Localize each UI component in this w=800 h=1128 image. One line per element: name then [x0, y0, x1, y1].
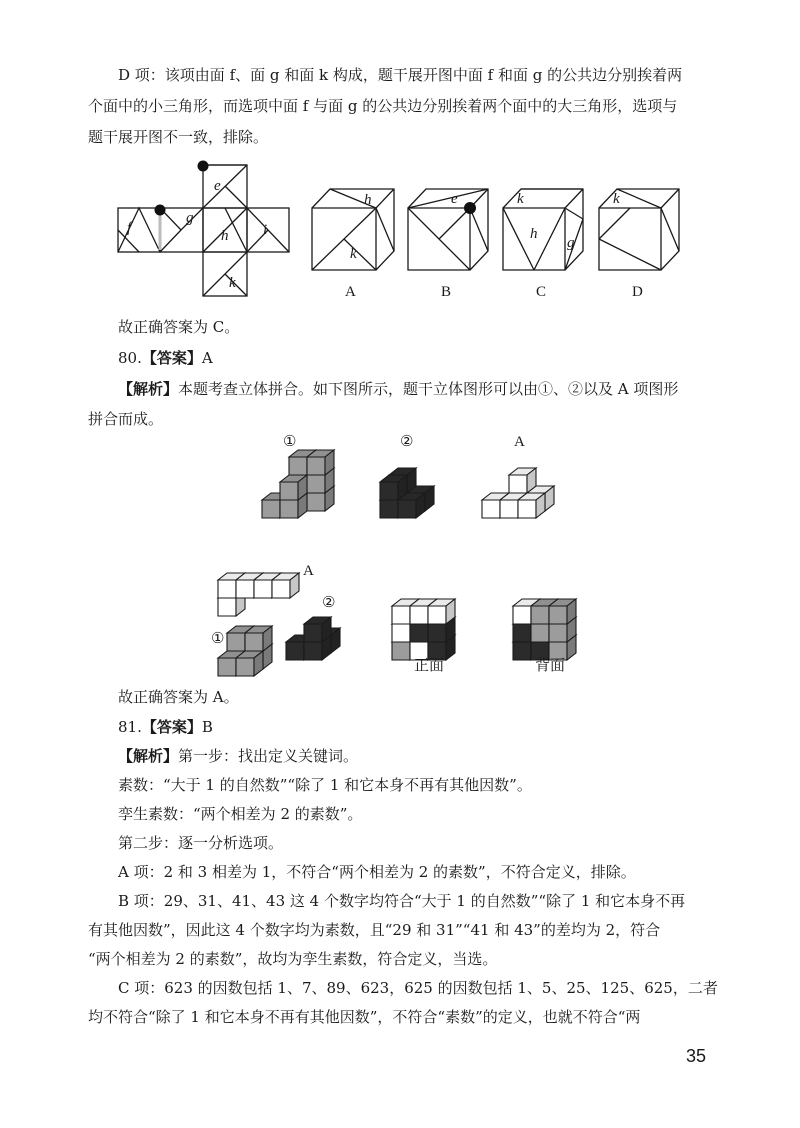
- option-d-line-1: D 项：该项由面 f、面 g 和面 k 构成，题干展开图中面 f 和面 g 的公共边分别挨着两: [118, 66, 683, 84]
- q80-analysis-line-2: 拼合而成。: [88, 410, 164, 428]
- cube-assembly-figure: [0, 420, 800, 690]
- cube-a-label-h: h: [364, 192, 372, 208]
- q81-twin-definition: 孪生素数：“两个相差为 2 的素数”。: [118, 805, 363, 823]
- exploded-two-label: ②: [322, 595, 336, 611]
- q80-conclusion: 故正确答案为 A。: [118, 688, 239, 706]
- piece-one-cube-3-front: [307, 457, 325, 475]
- piece-a-label: A: [514, 434, 525, 450]
- back-view-cube-3-front: [513, 624, 531, 642]
- cube-option-d: [599, 189, 679, 270]
- back-view-label: 背面: [535, 658, 566, 674]
- net-label-e: e: [214, 178, 221, 194]
- q81-step1: 第一步：找出定义关键词。: [178, 747, 359, 765]
- piece-a-cube-3-front: [500, 500, 518, 518]
- front-view-cube-0-front: [392, 642, 410, 660]
- q81-answer: B: [201, 718, 213, 736]
- piece-a-cube-1-front: [509, 475, 527, 493]
- marker-dot: [155, 205, 166, 216]
- page-number: 35: [686, 1046, 707, 1066]
- exploded-one-cube-2-front: [245, 633, 263, 651]
- piece-two-cube-4-front: [380, 482, 398, 500]
- piece-a-cube-2-front: [482, 500, 500, 518]
- piece-one-cube-1-front: [307, 475, 325, 493]
- option-label-d: D: [632, 284, 643, 300]
- exploded-one-label: ①: [211, 631, 225, 647]
- piece-two-cube-3-front: [398, 500, 416, 518]
- q80-analysis-text: 本题考查立体拼合。如下图所示，题干立体图形可以由①、②以及 A 项图形: [178, 380, 679, 398]
- q81-option-c-line-2: 均不符合“除了 1 和它本身不再有其他因数”，不符合“素数”的定义，也就不符合“两: [88, 1008, 641, 1026]
- piece-one-cube-4-front: [262, 500, 280, 518]
- exploded-two-cube-1-front: [286, 642, 304, 660]
- cube-c-label-h: h: [530, 226, 538, 242]
- piece-one-cube-5-front: [280, 500, 298, 518]
- exploded-two-cube-3-front: [304, 624, 322, 642]
- q81-option-b-line-2: 有其他因数”，因此这 4 个数字均为素数，且“29 和 31”“41 和 43”的差均为 2，符合: [88, 921, 661, 939]
- front-view-cube-4-front: [410, 624, 428, 642]
- exploded-one-cube-3-front: [218, 658, 236, 676]
- q81-option-b-line-3: “两个相差为 2 的素数”，故均为孪生素数，符合定义，当选。: [88, 950, 498, 968]
- q80-answer-line: [118, 345, 213, 372]
- option-label-c: C: [536, 284, 547, 300]
- q80-answer: A: [201, 349, 213, 367]
- exploded-a-cube-4-front: [272, 580, 290, 598]
- exploded-a-cube-1-front: [218, 580, 236, 598]
- cube-option-b: [408, 189, 488, 270]
- option-label-a: A: [345, 284, 356, 300]
- front-view-cube-7-front: [410, 606, 428, 624]
- front-view-cube-8-front: [428, 606, 446, 624]
- exploded-two-cube-2-front: [304, 642, 322, 660]
- marker-dot: [464, 202, 476, 214]
- front-view-label: 正面: [414, 658, 445, 674]
- option-d-line-3: 题干展开图不一致，排除。: [88, 128, 269, 146]
- back-view-cube-7-front: [531, 606, 549, 624]
- q80-answer-tag: 【答案】: [141, 349, 202, 367]
- q81-step2: 第二步：逐一分析选项。: [118, 834, 284, 852]
- front-view-cube-6-front: [392, 606, 410, 624]
- back-view-cube-5-front: [549, 624, 567, 642]
- piece-two-label: ②: [400, 434, 414, 450]
- piece-a-cube-4-front: [518, 500, 536, 518]
- cube-a-label-k: k: [350, 246, 357, 262]
- exploded-one-cube-4-front: [236, 658, 254, 676]
- exploded-a-cube-3-front: [254, 580, 272, 598]
- q79-conclusion: 故正确答案为 C。: [118, 318, 240, 336]
- piece-one-label: ①: [283, 434, 297, 450]
- piece-one-cube-0-front: [307, 493, 325, 511]
- exploded-one-cube-1-front: [227, 633, 245, 651]
- cube-net-figure: [0, 0, 800, 320]
- option-d-line-2: 个面中的小三角形，而选项中面 f 与面 g 的公共边分别挨着两个面中的大三角形，选项与: [88, 97, 678, 115]
- cube-option-c: [503, 189, 583, 270]
- net-label-f: f: [127, 220, 132, 236]
- q80-analysis-tag: 【解析】: [118, 380, 179, 398]
- exploded-a-cube-0-front: [218, 598, 236, 616]
- q81-option-b-line-1: B 项：29、31、41、43 这 4 个数字均符合“大于 1 的自然数”“除了 1 和它本身不再: [118, 892, 686, 910]
- exploded-a-label: A: [303, 563, 314, 579]
- q81-answer-tag: 【答案】: [141, 718, 202, 736]
- front-view-cube-5-front: [428, 624, 446, 642]
- cube-c-label-k: k: [517, 191, 524, 207]
- piece-two-cube-2-front: [380, 500, 398, 518]
- cube-c-label-g: g: [567, 235, 575, 251]
- piece-one-cube-2-front: [289, 457, 307, 475]
- back-view-cube-8-front: [549, 606, 567, 624]
- piece-one-cube-6-front: [280, 482, 298, 500]
- net-label-h: h: [221, 228, 229, 244]
- q81-prime-definition: 素数：“大于 1 的自然数”“除了 1 和它本身不再有其他因数”。: [118, 776, 532, 794]
- q81-analysis-tag: 【解析】: [118, 747, 179, 765]
- q81-analysis-line: [118, 743, 358, 770]
- marker-dot: [198, 161, 209, 172]
- q81-answer-line: [118, 714, 213, 741]
- net-label-i: i: [263, 222, 268, 238]
- back-view-cube-0-front: [513, 642, 531, 660]
- q81-option-a: A 项：2 和 3 相差为 1，不符合“两个相差为 2 的素数”，不符合定义，排除。: [118, 863, 636, 881]
- front-view-cube-3-front: [392, 624, 410, 642]
- cube-b-label-e: e: [451, 191, 458, 207]
- net-label-g: g: [186, 210, 194, 226]
- q80-analysis-line-1: [118, 376, 678, 403]
- q81-number: 81.: [118, 718, 142, 736]
- back-view-cube-6-front: [513, 606, 531, 624]
- net-label-k: k: [229, 275, 236, 291]
- back-view-cube-4-front: [531, 624, 549, 642]
- option-label-b: B: [441, 284, 452, 300]
- q80-number: 80.: [118, 349, 142, 367]
- exploded-a-cube-2-front: [236, 580, 254, 598]
- cube-d-label-k: k: [613, 191, 620, 207]
- q81-option-c-line-1: C 项：623 的因数包括 1、7、89、623，625 的因数包括 1、5、25、125、625，二者: [118, 979, 718, 997]
